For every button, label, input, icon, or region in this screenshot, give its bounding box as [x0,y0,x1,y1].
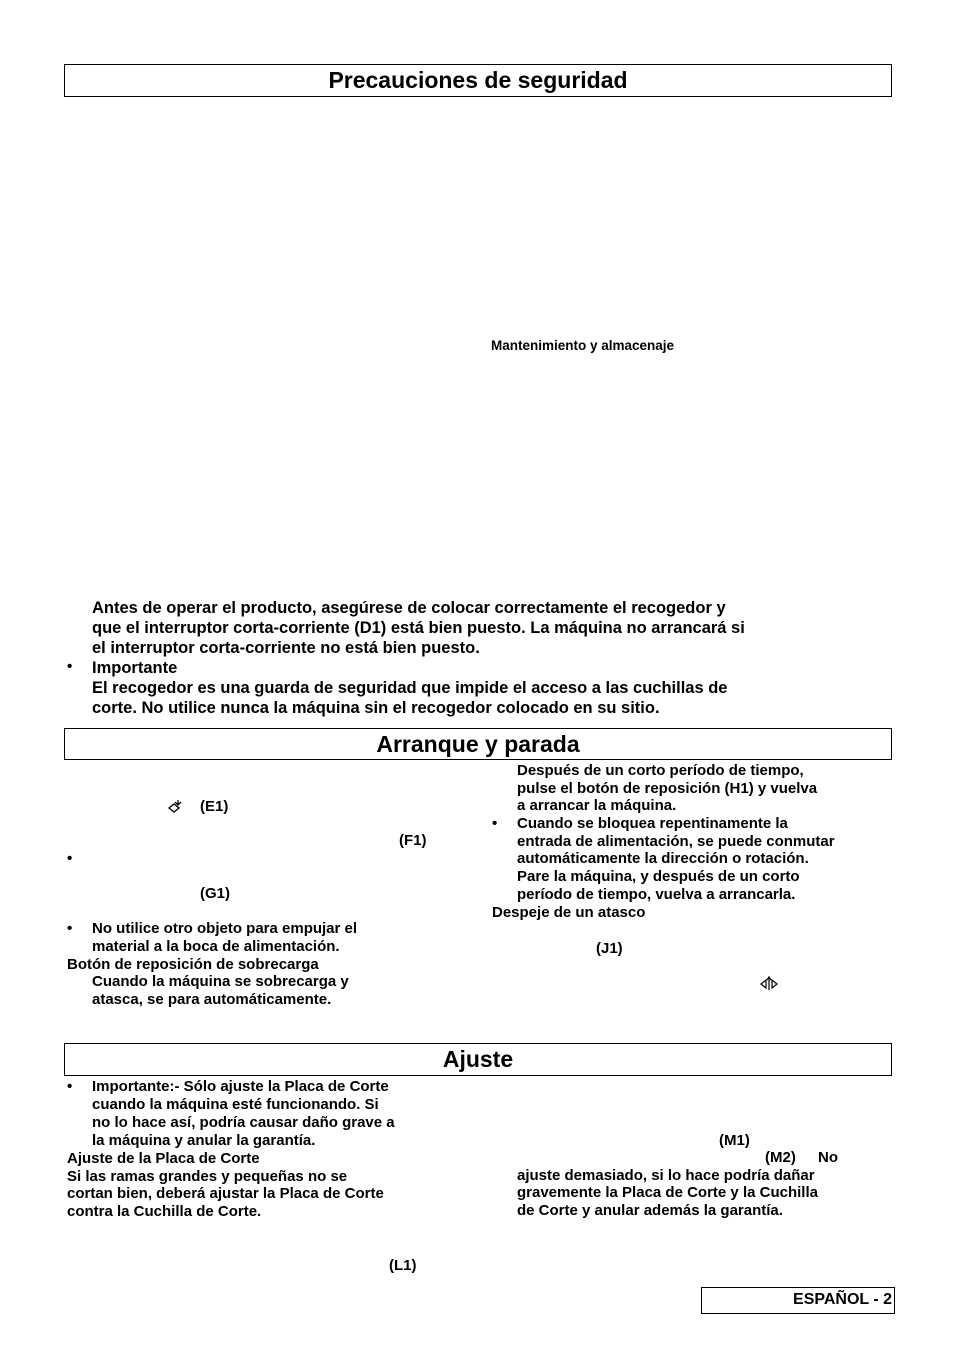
body-line: que el interruptor corta-corriente (D1) está bien puesto. La máquina no arrancará si [92,619,745,637]
body-line: cuando la máquina esté funcionando. Si [92,1096,379,1113]
body-line: Si las ramas grandes y pequeñas no se [67,1168,348,1185]
body-line: la máquina y anular la garantía. [92,1132,316,1149]
body-line: Antes de operar el producto, asegúrese de colocar correctamente el recogedor y [92,599,726,617]
body-line: el interruptor corta-corriente no está bien puesto. [92,639,480,657]
section-title-ajuste: Ajuste [64,1043,892,1076]
body-line: Cuando la máquina se sobrecarga y [92,973,349,990]
body-line: automáticamente la dirección o rotación. [517,850,809,867]
subheading-reposicion: Botón de reposición de sobrecarga [67,956,319,973]
body-line: El recogedor es una guarda de seguridad que impide el acceso a las cuchillas de [92,679,728,697]
body-line: atasca, se para automáticamente. [92,991,332,1008]
section-title-precauciones: Precauciones de seguridad [64,64,892,97]
body-line: Después de un corto período de tiempo, [517,762,804,779]
bullet: • [67,1078,73,1095]
body-line-importante: Importante [92,659,178,677]
body-line: No utilice otro objeto para empujar el [92,920,358,937]
start-symbol-icon [166,799,186,817]
body-line: de Corte y anular además la garantía. [517,1202,783,1219]
section-title-arranque: Arranque y parada [64,728,892,760]
body-line: pulse el botón de reposición (H1) y vuelva [517,780,818,797]
ref-l1: (L1) [389,1257,417,1274]
body-line: no lo hace así, podría causar daño grave a [92,1114,395,1131]
ref-f1: (F1) [399,832,427,849]
body-line: entrada de alimentación, se puede conmutar [517,833,835,850]
subheading-atasco: Despeje de un atasco [492,904,646,921]
body-line: período de tiempo, vuelva a arrancarla. [517,886,796,903]
body-line: ajuste demasiado, si lo hace podría dañar [517,1167,815,1184]
body-line: Pare la máquina, y después de un corto [517,868,800,885]
body-line: Cuando se bloquea repentinamente la [517,815,788,832]
ref-e1: (E1) [200,798,229,815]
word-no: No [818,1149,838,1166]
body-line: contra la Cuchilla de Corte. [67,1203,262,1220]
ref-j1: (J1) [596,940,623,957]
body-line: cortan bien, deberá ajustar la Placa de Corte [67,1185,384,1202]
body-line-importante: Importante:- Sólo ajuste la Placa de Corte [92,1078,389,1095]
ref-m2: (M2) [765,1149,796,1166]
body-line: gravemente la Placa de Corte y la Cuchilla [517,1184,818,1201]
bullet: • [67,658,73,675]
ref-m1: (M1) [719,1132,750,1149]
ref-g1: (G1) [200,885,230,902]
bullet: • [67,920,73,937]
bullet: • [492,815,498,832]
body-line: a arrancar la máquina. [517,797,677,814]
reverse-symbol-icon [759,975,779,993]
body-line: corte. No utilice nunca la máquina sin el recogedor colocado en su sitio. [92,699,660,717]
subheading-placa: Ajuste de la Placa de Corte [67,1150,260,1167]
body-line: material a la boca de alimentación. [92,938,340,955]
page-footer-label: ESPAÑOL - 2 [701,1287,895,1314]
subheading-mantenimiento: Mantenimiento y almacenaje [491,338,675,353]
bullet: • [67,850,73,867]
